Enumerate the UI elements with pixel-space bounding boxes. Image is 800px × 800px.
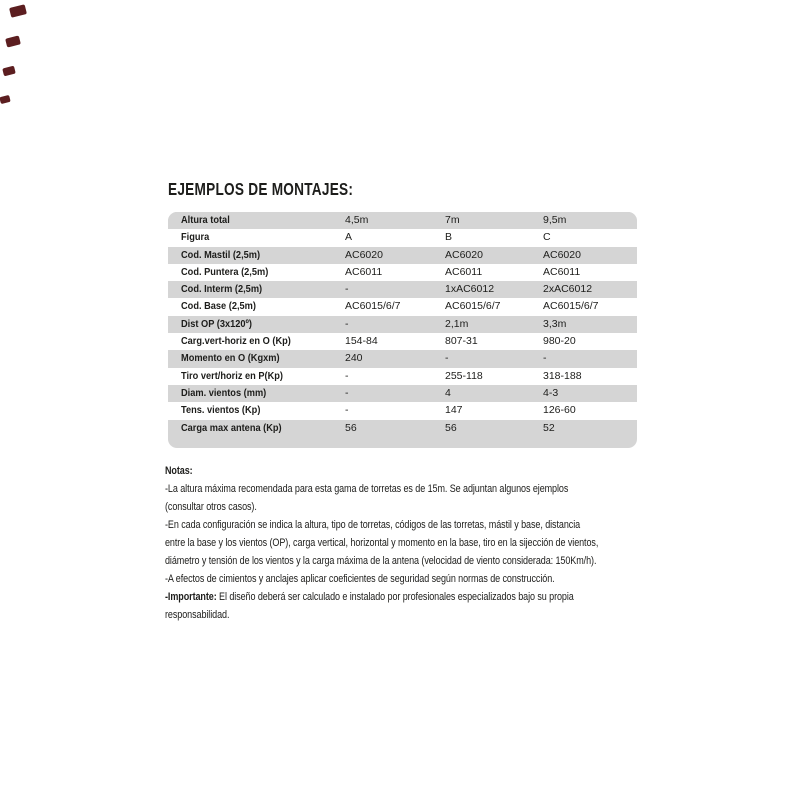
row-value: AC6020 [543,248,581,261]
row-value: 9,5m [543,214,567,226]
table-row [168,247,637,264]
row-value: 154-84 [345,335,378,348]
row-value: 2,1m [445,317,469,330]
scan-mark-icon [0,95,11,104]
row-value: 980-20 [543,335,576,348]
row-value: 147 [445,404,463,417]
row-label: Cod. Base (2,5m) [181,300,256,313]
note-line: -La altura máxima recomendada para esta gama de torretas es de 15m. Se adjuntan algunos ejemplos [165,483,569,495]
row-value: AC6015/6/7 [445,300,501,313]
scan-mark-icon [5,35,21,47]
notes-section [165,462,598,624]
row-value: 1xAC6012 [445,283,495,296]
row-value: 4 [445,386,451,399]
notes-heading: Notas: [165,465,193,477]
row-value: AC6011 [543,265,581,278]
scan-artifact-marks [0,0,40,120]
row-value: AC6015/6/7 [345,300,401,313]
row-value: C [543,231,551,244]
row-value: 56 [445,421,457,434]
row-value: A [345,231,353,244]
table-row [168,264,637,281]
table-row [168,420,637,437]
row-value: 4-3 [543,386,559,399]
row-label: Cod. Interm (2,5m) [181,283,263,296]
row-value: 52 [543,421,555,434]
note-line: diámetro y tensión de los vientos y la carga máxima de la antena (velocidad de viento considerada: 150Km/h). [165,555,597,567]
row-value: - [345,369,349,382]
row-value: - [345,386,349,399]
row-label: Momento en O (Kgxm) [181,352,280,365]
row-value: AC6020 [345,248,383,261]
table-row [168,316,637,333]
row-value: AC6020 [445,248,483,261]
table-row [168,298,637,315]
row-value: AC6011 [445,265,483,278]
row-value: - [445,352,449,365]
row-label: Dist OP (3x120º) [181,317,253,330]
page-title: EJEMPLOS DE MONTAJES: [168,179,354,199]
row-value: 3,3m [543,317,567,330]
row-value: - [345,317,349,330]
note-line: (consultar otros casos). [165,501,257,513]
notes-lines [165,480,598,624]
row-label: Cod. Mastil (2,5m) [181,248,261,261]
scan-mark-icon [2,66,16,77]
spec-table [168,212,637,448]
note-line: -A efectos de cimientos y anclajes aplicar coeficientes de seguridad según normas de construcción. [165,573,555,585]
row-value: 255-118 [445,369,483,382]
row-value: AC6015/6/7 [543,300,599,313]
table-row [168,212,637,229]
row-value: - [345,404,349,417]
note-line: -Importante: El diseño deberá ser calculado e instalado por profesionales especializados bajo su propia [165,591,574,603]
table-row [168,229,637,246]
row-value: - [543,352,547,365]
scan-mark-icon [9,4,27,18]
row-value: B [445,231,453,244]
row-value: AC6011 [345,265,383,278]
table-row [168,402,637,419]
row-label: Altura total [181,214,230,226]
table-row [168,368,637,385]
row-value: 7m [445,214,460,226]
row-label: Carg.vert-horiz en O (Kp) [181,335,291,348]
row-value: 126-60 [543,404,576,417]
row-label: Diam. vientos (mm) [181,386,267,399]
table-row [168,333,637,350]
table-row [168,350,637,367]
note-line: -En cada configuración se indica la altura, tipo de torretas, códigos de las torretas, mástil y base, distancia [165,519,581,531]
row-value: 318-188 [543,369,582,382]
table-row [168,385,637,402]
row-label: Tiro vert/horiz en P(Kp) [181,369,283,382]
table-row [168,281,637,298]
row-label: Cod. Puntera (2,5m) [181,265,269,278]
note-line: entre la base y los vientos (OP), carga vertical, horizontal y momento en la base, tiro en la sijección de vientos, [165,537,599,549]
row-value: 240 [345,352,363,365]
row-label: Tens. vientos (Kp) [181,404,261,417]
row-label: Carga max antena (Kp) [181,421,282,434]
row-value: 4,5m [345,214,369,226]
row-value: - [345,283,349,296]
row-value: 807-31 [445,335,478,348]
row-label: Figura [181,231,210,244]
note-line: responsabilidad. [165,609,230,621]
row-value: 2xAC6012 [543,283,593,296]
row-value: 56 [345,421,357,434]
